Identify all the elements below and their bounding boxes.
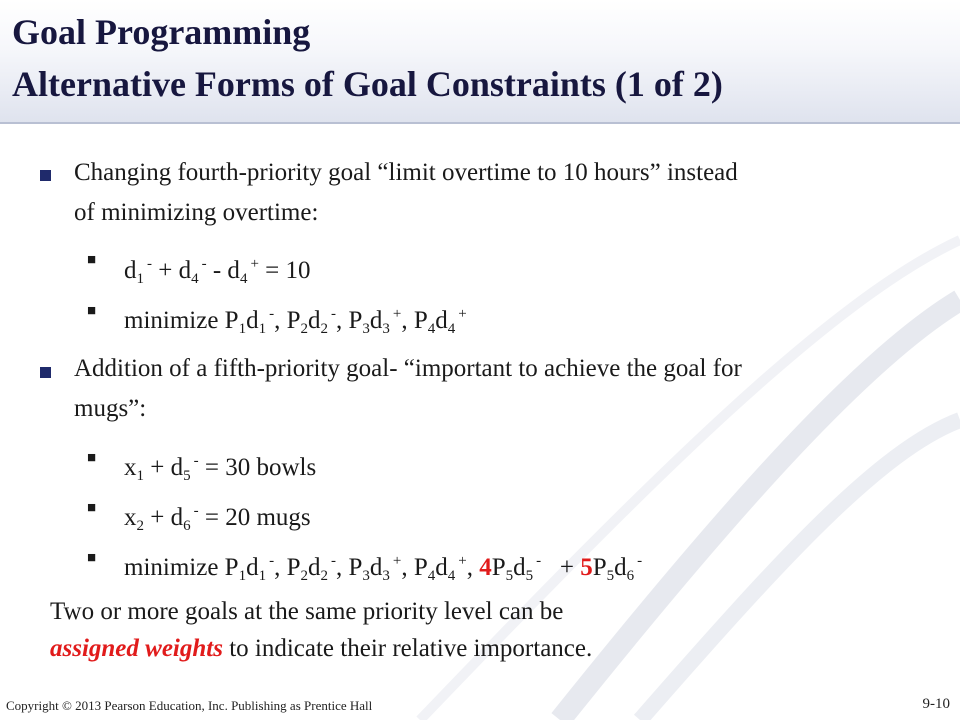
bullet-1-line-2: of minimizing overtime:	[74, 199, 319, 226]
copyright-text: Copyright © 2013 Pearson Education, Inc. Publishing as Prentice Hall	[6, 698, 373, 713]
note-line-1: Two or more goals at the same priority level can be	[50, 598, 564, 625]
equation-overtime-constraint: $d_1$ $^- + d_4$ $^- - d_4$ + = 10	[124, 256, 311, 287]
small-square-bullet-icon: ■	[87, 550, 97, 566]
small-square-bullet-icon: ■	[87, 500, 97, 516]
slide-title: Goal Programming	[12, 12, 311, 52]
small-square-bullet-icon: ■	[87, 303, 97, 319]
bullet-1-line-1: Changing fourth-priority goal “limit overtime to 10 hours” instead	[74, 159, 738, 186]
emphasis-text: assigned weights	[50, 635, 223, 662]
objective-function-2: minimize $P_1d_1$ -, $P_2d_2$ -, $P_3d_3$ +, $P_4d_4$ +, $4P_5d_5$ - + $5P_5d_6$ -	[124, 553, 643, 584]
small-square-bullet-icon: ■	[87, 252, 97, 268]
note-line-2	[50, 632, 592, 665]
objective-function-1: minimize $P_1d_1$ -, $P_2d_2$ -, $P_3d_3$ +, $P_4d_4$ +	[124, 306, 467, 337]
equation-bowls-goal: $x_1 + d_5$ - = 30 bowls	[124, 453, 317, 484]
square-bullet-icon	[40, 363, 58, 381]
square-bullet-icon	[40, 166, 58, 184]
page-number: 9-10	[922, 696, 950, 712]
note-line-2-rest: to indicate their relative importance.	[222, 635, 593, 662]
slide-subtitle: Alternative Forms of Goal Constraints (1 of 2)	[12, 64, 723, 104]
title-divider	[0, 122, 960, 124]
bullet-2-line-2: mugs”:	[74, 395, 147, 422]
bullet-2-line-1: Addition of a fifth-priority goal- “important to achieve the goal for	[74, 355, 742, 382]
equation-mugs-goal: $x_2 + d_6$ - = 20 mugs	[124, 503, 311, 534]
small-square-bullet-icon: ■	[87, 450, 97, 466]
